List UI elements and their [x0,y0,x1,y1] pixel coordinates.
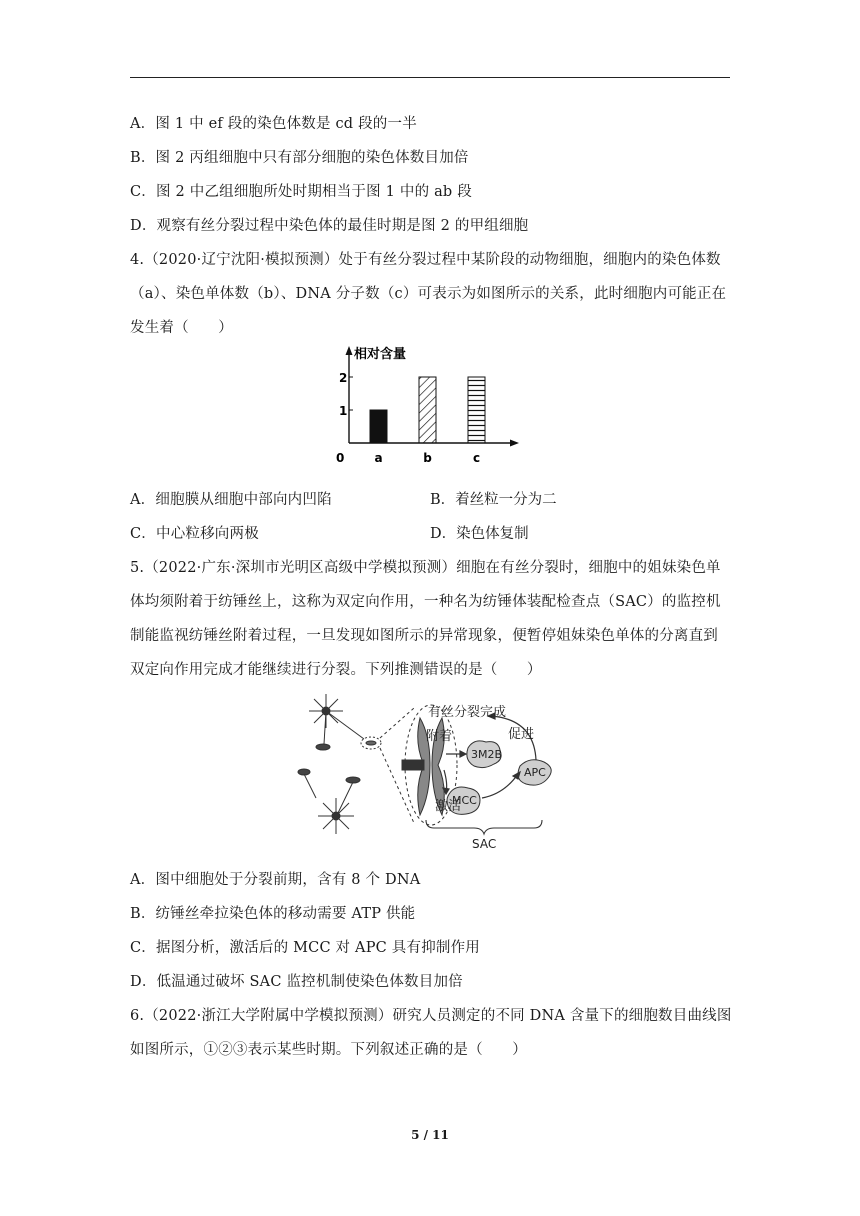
x-tick-label-b: b [423,451,432,465]
spindle-cells [298,694,381,834]
x-tick-label-a: a [374,451,383,465]
label-apc: APC [524,766,546,779]
q5-option-d: D．低温通过破坏 SAC 监控机制使染色体数目加倍 [130,974,463,990]
q5-option-c: C．据图分析，激活后的 MCC 对 APC 具有抑制作用 [130,940,480,956]
q3-option-c: C．图 2 中乙组细胞所处时期相当于图 1 中的 ab 段 [130,184,472,200]
q3-option-d: D．观察有丝分裂过程中染色体的最佳时期是图 2 的甲组细胞 [130,218,529,234]
label-mitosis-complete: 有丝分裂完成 [428,705,507,720]
page-number: 5 / 11 [411,1128,449,1142]
q5-stem-line-4: 双定向作用完成才能继续进行分裂。下列推测错误的是（ ） [130,662,542,678]
y-axis [346,346,353,443]
origin-label: 0 [336,451,345,465]
header-rule [130,77,730,78]
label-activate: 激活 [435,799,462,814]
q5-stem-line-1: 5.（2022·广东·深圳市光明区高级中学模拟预测）细胞在有丝分裂时，细胞中的姐妹染色单 [130,560,721,576]
q4-option-b: B．着丝粒一分为二 [430,492,557,508]
q4-stem-line-3: 发生着（ ） [130,320,233,336]
bar-chart [336,343,526,468]
q4-stem-line-1: 4.（2020·辽宁沈阳·模拟预测）处于有丝分裂过程中某阶段的动物细胞，细胞内的染色体数 [130,252,721,268]
label-mcc: MCC [452,794,477,807]
bar-a [370,410,387,443]
q4-option-c: C．中心粒移向两极 [130,526,259,542]
label-attach: 附着 [426,729,453,744]
bar-b [419,377,436,443]
q5-stem-line-3: 制能监视纺锤丝附着过程，一旦发现如图所示的异常现象，便暂停姐妹染色单体的分离直到 [130,628,718,644]
q5-stem-line-2: 体均须附着于纺锤丝上，这称为双定向作用，一种名为纺锤体装配检查点（SAC）的监控机 [130,594,721,610]
sac-brace [426,820,542,834]
x-tick-label-c: c [472,451,481,465]
q6-stem-line-2: 如图所示，①②③表示某些时期。下列叙述正确的是（ ） [130,1042,527,1058]
bar-c [468,377,485,443]
label-sac: SAC [472,837,497,851]
q3-option-b: B．图 2 丙组细胞中只有部分细胞的染色体数目加倍 [130,150,469,166]
q4-stem-line-2: （a）、染色单体数（b）、DNA 分子数（c）可表示为如图所示的关系，此时细胞内可能正在 [130,286,727,302]
sac-diagram [296,688,558,856]
label-mad2: 3M2B [471,748,503,761]
q5-option-b: B．纺锤丝牵拉染色体的移动需要 ATP 供能 [130,906,416,922]
q4-option-a: A．细胞膜从细胞中部向内凹陷 [130,492,332,508]
y-tick-label-1: 1 [339,404,348,418]
label-promote: 促进 [508,727,535,742]
q6-stem-line-1: 6.（2022·浙江大学附属中学模拟预测）研究人员测定的不同 DNA 含量下的细胞数目曲线图 [130,1008,732,1024]
y-tick-label-2: 2 [339,371,348,385]
q4-option-d: D．染色体复制 [430,526,529,542]
q5-option-a: A．图中细胞处于分裂前期，含有 8 个 DNA [130,872,421,888]
y-axis-label: 相对含量 [354,347,407,362]
q3-option-a: A．图 1 中 ef 段的染色体数是 cd 段的一半 [130,116,417,132]
